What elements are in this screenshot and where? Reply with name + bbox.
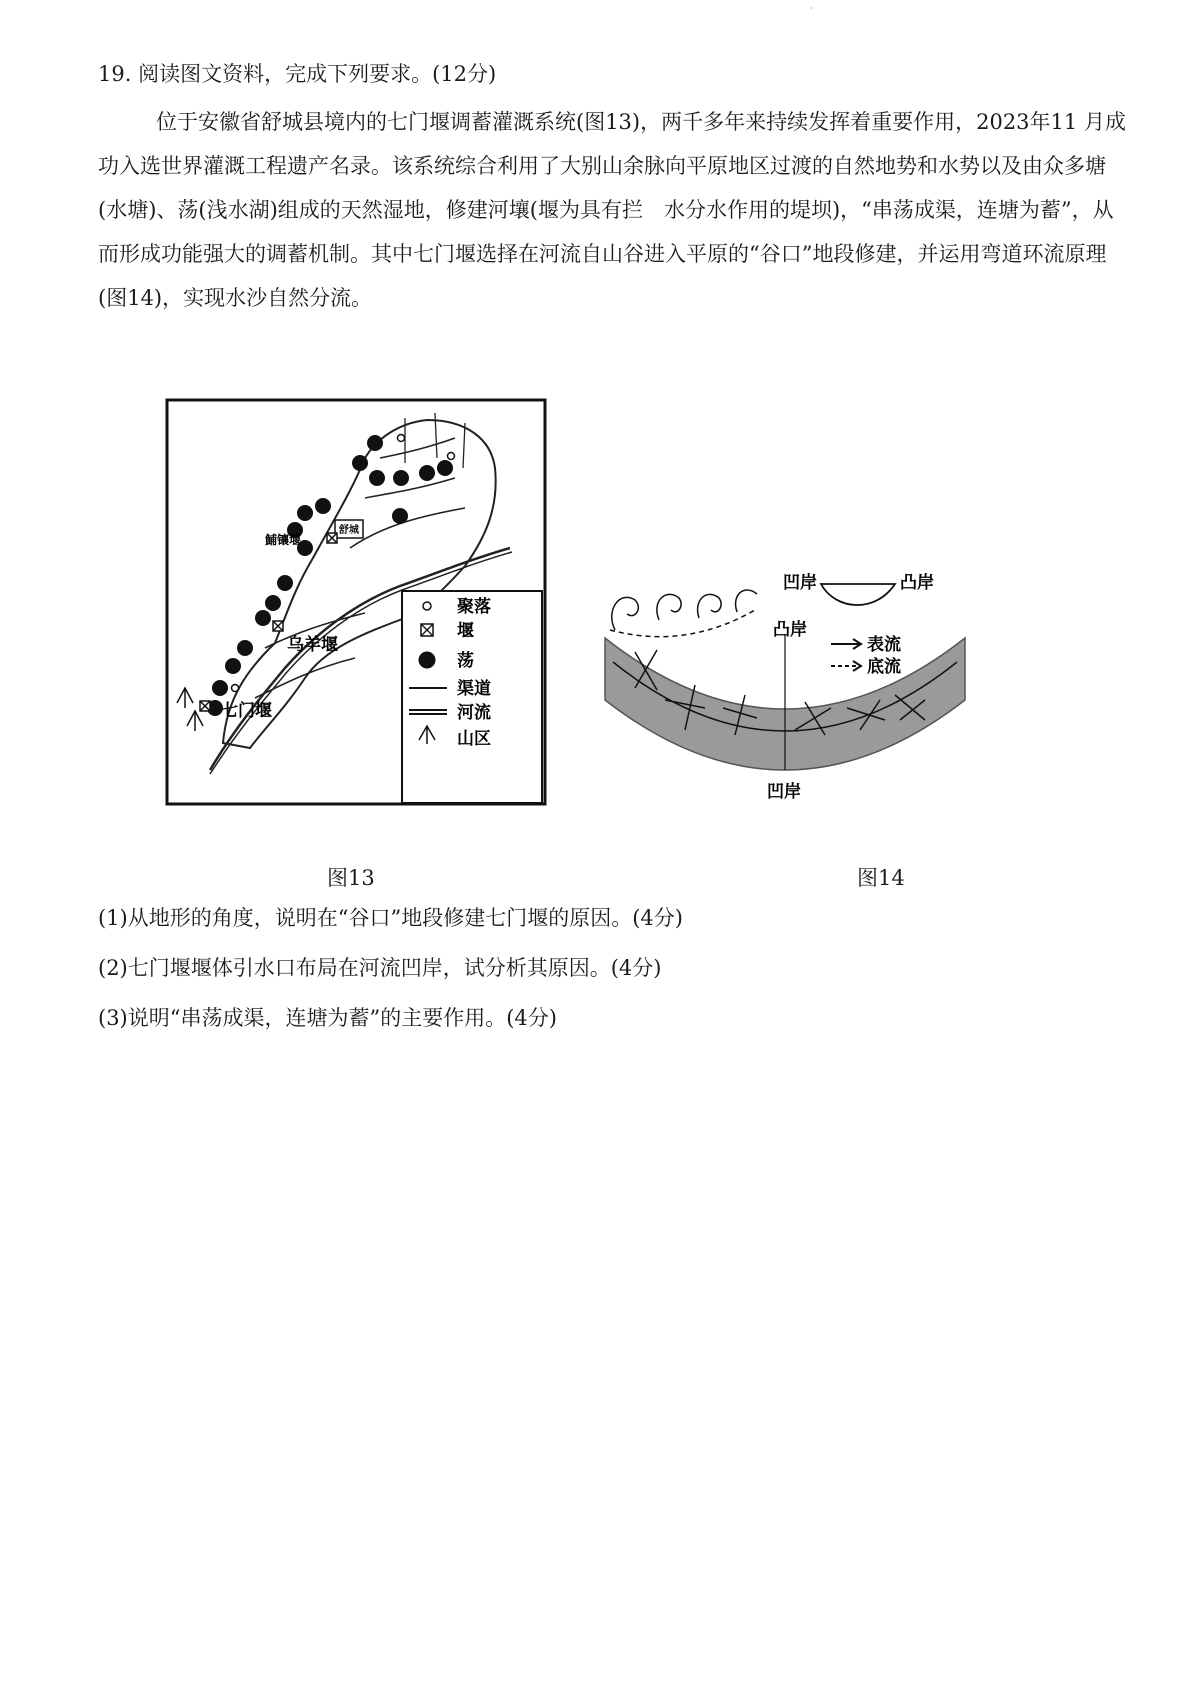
bend-svg xyxy=(595,573,1065,810)
corner-mark: · xyxy=(810,4,813,13)
figure-13-caption: 图13 xyxy=(327,866,375,890)
convex-bank-label: 凸岸 xyxy=(773,620,807,640)
qimen-label: 七门堰 xyxy=(221,701,272,721)
concave-bank-label: 凹岸 xyxy=(767,782,801,802)
wuyang-label: 乌羊堰 xyxy=(287,635,338,655)
legend-surface-flow: 表流 xyxy=(867,635,901,655)
subquestion-1: (1)从地形的角度，说明在“谷口”地段修建七门堰的原因。(4分) xyxy=(98,906,683,930)
legend-weir: 堰 xyxy=(457,621,474,641)
section-convex-label: 凸岸 xyxy=(900,573,934,593)
weir1-label: 鯆镶堰 xyxy=(265,533,302,547)
subquestion-2: (2)七门堰堰体引水口布局在河流凹岸，试分析其原因。(4分) xyxy=(98,956,662,980)
paragraph-text: 位于安徽省舒城县境内的七门堰调蓄灌溉系统(图13)，两千多年来持续发挥着重要作用，2023年11 月成功入选世界灌溉工程遗产名录。该系统综合利用了大别山余脉向平原地区过渡的自然地势和水势以及由众多塘(水塘)、荡(浅水湖)组成的天然湿地，修建河壤(堰为具有拦 水分水作用的堤坝)，“串荡成渠，连塘为蓄”，从而形成功能强大的调蓄机制。其中七门堰选择在河流自山谷进入平原的“谷口”地段修建，并运用弯道环流原理(图14)，实现水沙自然分流。 xyxy=(98,110,1126,310)
legend-canal: 渠道 xyxy=(457,679,491,699)
legend-pond: 荡 xyxy=(457,651,474,671)
legend-river: 河流 xyxy=(457,703,491,723)
subquestion-3: (3)说明“串荡成渠，连塘为蓄”的主要作用。(4分) xyxy=(98,1006,557,1030)
legend-settlement: 聚落 xyxy=(457,597,491,617)
cross-section xyxy=(821,584,895,605)
question-title: 19. 阅读图文资料，完成下列要求。(12分) xyxy=(98,62,497,86)
eddies xyxy=(610,590,757,637)
map-svg xyxy=(165,398,547,806)
figure-14-diagram xyxy=(595,573,1065,810)
section-concave-label: 凹岸 xyxy=(783,573,817,593)
figure-14-caption: 图14 xyxy=(857,866,905,890)
legend-bottom-flow: 底流 xyxy=(867,657,901,677)
legend-mountain: 山区 xyxy=(457,729,491,749)
question-paragraph xyxy=(98,100,1128,320)
shucheng-label: 舒城 xyxy=(339,525,359,536)
figure-13-map xyxy=(165,398,547,806)
